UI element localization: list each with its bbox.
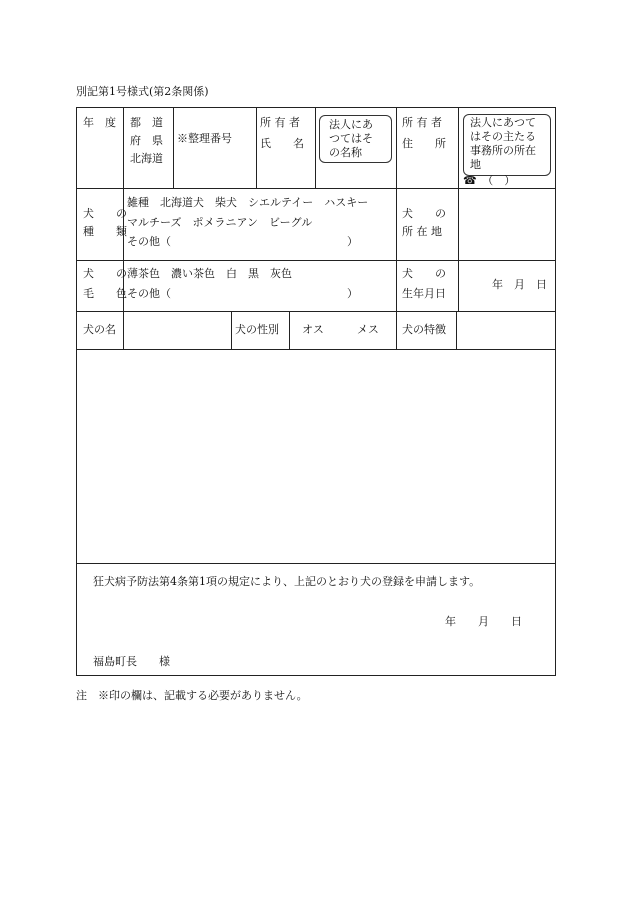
corporate-name-note-line1: 法人にあ — [329, 118, 373, 131]
owner-address-label-line1: 所 有 者 — [402, 116, 442, 129]
corporate-address-note-line1: 法人にあつて — [470, 116, 536, 129]
birthdate-label-line1: 犬 の — [402, 267, 446, 280]
prefecture-label-line1: 都 道 — [130, 116, 163, 129]
breed-label-line1: 犬 の — [83, 207, 127, 220]
application-date: 年 月 日 — [445, 615, 522, 628]
row-divider — [77, 260, 555, 261]
col-divider — [256, 108, 257, 188]
birthdate-value: 年 月 日 — [492, 278, 547, 291]
registration-form-table — [76, 107, 556, 676]
prefecture-label-line2: 府 県 — [130, 134, 163, 147]
dog-name-label: 犬の名 — [83, 323, 116, 336]
col-divider — [396, 311, 397, 349]
breed-options-line1: 雑種 北海道犬 柴犬 シエルテイー ハスキー — [127, 196, 369, 209]
dog-location-label-line1: 犬 の — [402, 207, 446, 220]
fiscal-year-label: 年 度 — [83, 116, 116, 129]
owner-name-label-line2: 氏 名 — [260, 137, 304, 150]
coat-color-label-line1: 犬 の — [83, 267, 127, 280]
row-divider — [77, 563, 555, 564]
col-divider — [289, 311, 290, 349]
col-divider — [396, 108, 397, 188]
col-divider — [396, 188, 397, 311]
birthdate-label-line2: 生年月日 — [402, 287, 446, 300]
col-divider — [456, 311, 457, 349]
corporate-name-note-line3: の名称 — [329, 146, 362, 159]
col-divider — [315, 108, 316, 188]
col-divider — [173, 108, 174, 188]
corporate-name-note-line2: つてはそ — [329, 132, 373, 145]
row-divider — [77, 188, 555, 189]
row-divider — [77, 311, 555, 312]
breed-label-line2: 種 類 — [83, 225, 127, 238]
col-divider — [458, 108, 459, 188]
phone-field: ☎ （ ） — [463, 174, 516, 187]
breed-other-line: その他（ ） — [127, 235, 358, 248]
form-header: 別記第1号様式(第2条関係) — [76, 85, 209, 98]
col-divider — [123, 108, 124, 188]
dog-sex-options: オス メス — [302, 323, 379, 336]
corporate-address-note-line3: 事務所の所在 — [470, 144, 536, 157]
owner-name-label-line1: 所 有 者 — [260, 116, 300, 129]
prefecture-value: 北海道 — [130, 152, 163, 165]
col-divider — [231, 311, 232, 349]
breed-options-line2: マルチーズ ポメラニアン ビーグル — [127, 216, 313, 229]
addressee: 福島町長 様 — [93, 655, 170, 668]
coat-color-options: 薄茶色 濃い茶色 白 黒 灰色 — [127, 267, 292, 280]
dog-sex-label: 犬の性別 — [235, 323, 279, 336]
corporate-address-note-line4: 地 — [470, 158, 481, 171]
coat-color-label-line2: 毛 色 — [83, 287, 127, 300]
footnote: 注 ※印の欄は、記載する必要がありません。 — [76, 689, 308, 702]
row-divider — [77, 349, 555, 350]
corporate-address-note-line2: はその主たる — [470, 130, 536, 143]
reference-number-label: ※整理番号 — [177, 132, 232, 145]
owner-address-label-line2: 住 所 — [402, 137, 446, 150]
dog-location-label-line2: 所 在 地 — [402, 225, 442, 238]
col-divider — [458, 188, 459, 311]
coat-color-other-line: その他（ ） — [127, 287, 358, 300]
col-divider — [123, 311, 124, 349]
declaration-text: 狂犬病予防法第4条第1項の規定により、上記のとおり犬の登録を申請します。 — [93, 575, 481, 588]
dog-features-label: 犬の特徴 — [402, 323, 446, 336]
